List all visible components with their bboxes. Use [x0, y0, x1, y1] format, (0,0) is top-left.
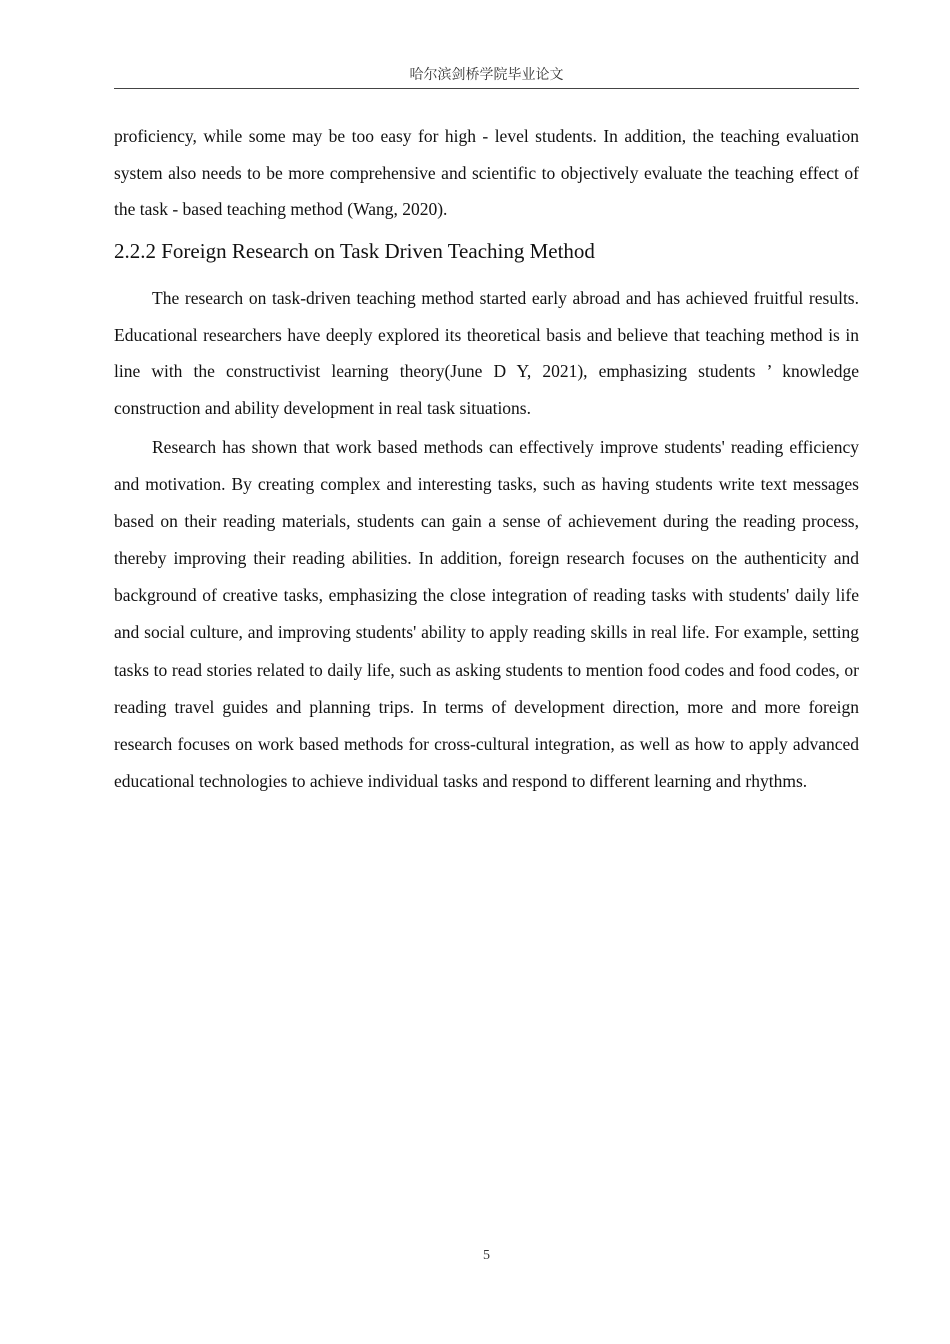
section-heading: 2.2.2 Foreign Research on Task Driven Teaching Method: [114, 239, 595, 263]
paragraph-foreign-research-intro: The research on task-driven teaching method started early abroad and has achieved fruitful results. Educational researchers have deeply explored its theoretical basis and believe that teaching method is in line with the constructivist learning theory(June D Y, 2021), emphasizing students ’ knowledge construction and ability development in real task situations.: [114, 288, 859, 419]
paragraph-foreign-research-detail: Research has shown that work based methods can effectively improve students' reading efficiency and motivation. By creating complex and interesting tasks, such as having students write text messages based on their reading materials, students can gain a sense of achievement during the reading process, thereby improving their reading abilities. In addition, foreign research focuses on the authenticity and background of creative tasks, emphasizing the close integration of reading tasks with students' daily life and social culture, and improving students' ability to apply reading skills in real life. For example, setting tasks to read stories related to daily life, such as asking students to mention food codes and food codes, or reading travel guides and planning trips. In terms of development direction, more and more foreign research focuses on work based methods for cross-cultural integration, as well as how to apply advanced educational technologies to achieve individual tasks and respond to different learning and rhythms.: [114, 437, 859, 791]
running-header: 哈尔滨剑桥学院毕业论文: [409, 67, 564, 83]
paragraph-continued: proficiency, while some may be too easy for high - level students. In addition, the teaching evaluation system also needs to be more comprehensive and scientific to objectively evaluate the teaching effect of the task - based teaching method (Wang, 2020).: [114, 126, 859, 219]
header-divider: [114, 88, 859, 89]
page-number: 5: [483, 1248, 490, 1263]
